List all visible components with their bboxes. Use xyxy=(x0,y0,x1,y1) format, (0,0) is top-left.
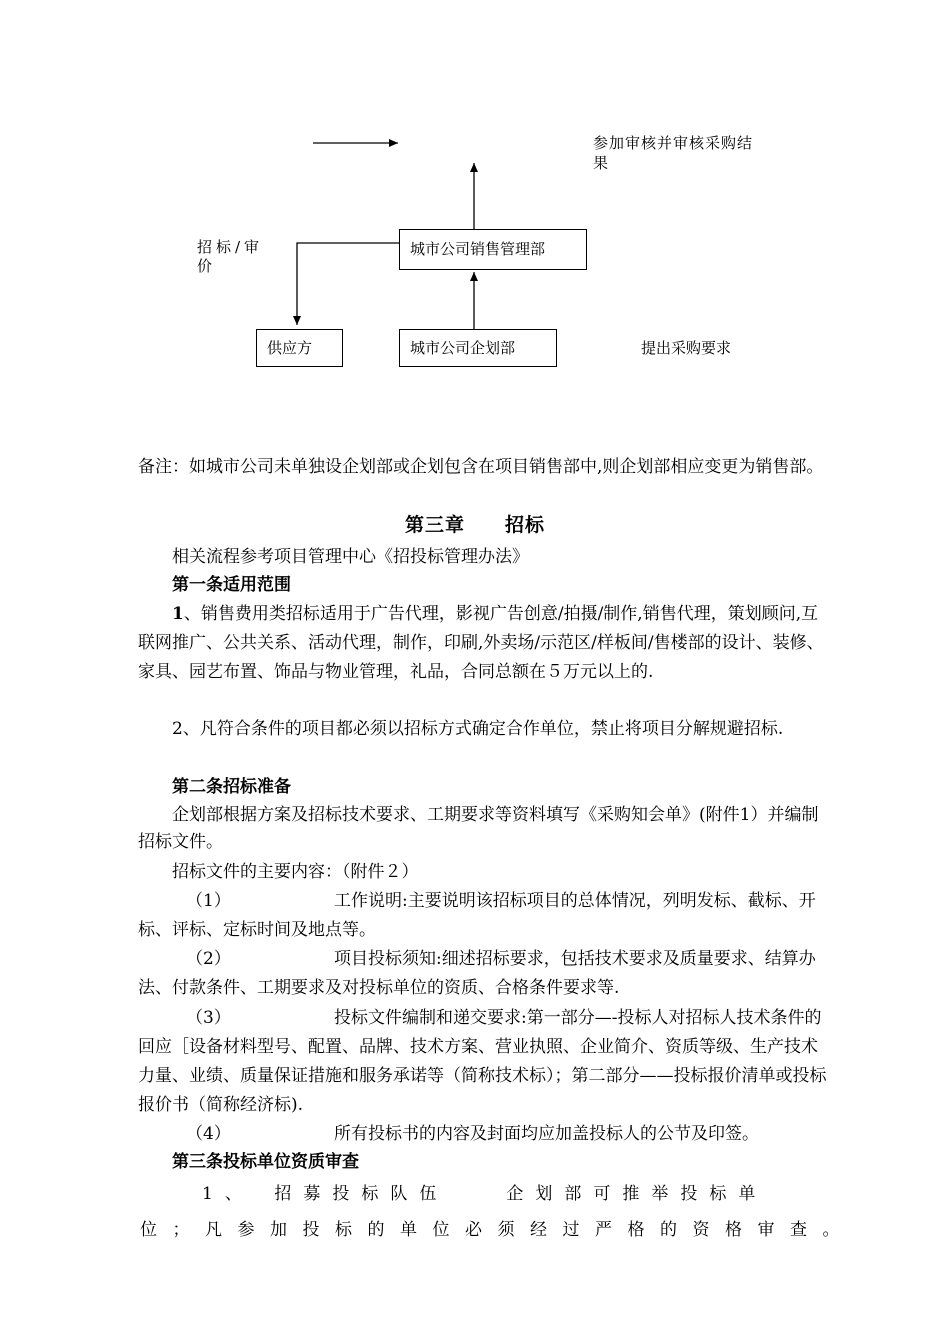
chapter-title: 第三章 招标 xyxy=(404,514,545,536)
bidding-label: 招标/审价 xyxy=(197,238,264,275)
item-3-number: （3） xyxy=(186,1008,231,1028)
item-4-number: （4） xyxy=(186,1124,231,1144)
item-4-text: 所有投标书的内容及封面均应加盖投标人的公节及印签。 xyxy=(334,1124,759,1144)
intro-line: 相关流程参考项目管理中心《招投标管理办法》 xyxy=(172,547,529,567)
sales-management-box: 城市公司销售管理部 xyxy=(399,229,587,270)
article-2-item-4 xyxy=(138,1120,828,1149)
article-3-title: 第三条投标单位资质审查 xyxy=(172,1152,359,1172)
article-2-item-2 xyxy=(138,945,828,1003)
article-2-title: 第二条招标准备 xyxy=(172,777,291,797)
article-1-paragraph-2: 2、凡符合条件的项目都必须以招标方式确定合作单位，禁止将项目分解规避招标. xyxy=(172,719,784,739)
article-2-paragraph-2: 招标文件的主要内容：（附件２） xyxy=(172,862,419,882)
note-paragraph: 备注：如城市公司未单独设企划部或企划包含在项目销售部中,则企划部相应变更为销售部。 xyxy=(138,457,824,477)
item-2-text: 项目投标须知:细述招标要求，包括技术要求及质量要求、结算办法、付款条件、工期要求及对投标单位的资质、合格条件要求等. xyxy=(138,949,816,998)
article-1-paragraph-1 xyxy=(138,600,828,687)
article-1-title: 第一条适用范围 xyxy=(172,575,291,595)
article-3-line-2: 位；凡参加投标的单位必须经过严格的资格审查。 xyxy=(140,1220,855,1240)
item-1-text: 工作说明:主要说明该招标项目的总体情况，列明发标、截标、开标、评标、定标时间及地点等。 xyxy=(138,891,816,940)
item-1-number: （1） xyxy=(186,891,231,911)
arrow-to-supplier xyxy=(297,243,399,325)
purchase-request-label: 提出采购要求 xyxy=(641,339,732,357)
review-label: 参加审核并审核采购结果 xyxy=(593,134,754,172)
article-1-item-number: 1 xyxy=(172,604,184,624)
planning-box: 城市公司企划部 xyxy=(399,329,557,367)
article-2-item-1 xyxy=(138,887,828,945)
article-2-paragraph-1: 企划部根据方案及招标技术要求、工期要求等资料填写《采购知会单》(附件1）并编制招标文件。 xyxy=(138,805,819,852)
item-3-text: 投标文件编制和递交要求:第一部分—-投标人对招标人技术条件的回应［设备材料型号、配置、品牌、技术方案、营业执照、企业简介、资质等级、生产技术力量、业绩、质量保证措施和服务承诺等（简称技术标）；第二部分——投标报价清单或投标报价书（简称经济标). xyxy=(138,1008,827,1115)
article-2-item-3 xyxy=(138,1004,828,1120)
article-1-item-text: 、销售费用类招标适用于广告代理，影视广告创意/拍摄/制作,销售代理，策划顾问,互联网推广、公共关系、活动代理，制作，印刷,外卖场/示范区/样板间/售楼部的设计、装修、家具、园艺布置、饰品与物业管理，礼品，合同总额在５万元以上的. xyxy=(138,604,824,682)
article-3-line-1: 1、 招募投标队伍 企划部可推举投标单 xyxy=(202,1184,768,1204)
item-2-number: （2） xyxy=(186,949,231,969)
supplier-box: 供应方 xyxy=(256,329,343,367)
